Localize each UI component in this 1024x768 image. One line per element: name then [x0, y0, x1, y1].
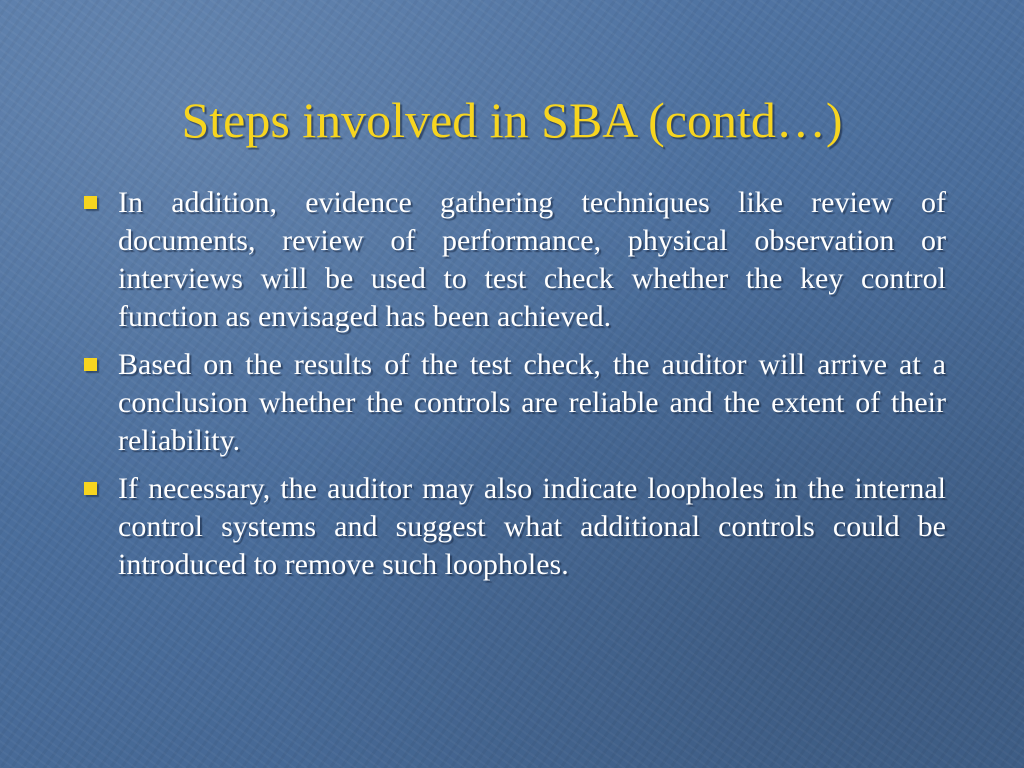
slide-title: Steps involved in SBA (contd…) — [181, 92, 843, 148]
bullet-item — [80, 346, 946, 460]
square-bullet-icon — [84, 482, 97, 495]
bullet-text: Based on the results of the test check, the auditor will arrive at a conclusion whether the controls are reliable and the extent of their reliability. — [118, 348, 946, 457]
square-bullet-icon — [84, 358, 97, 371]
bullet-list — [80, 184, 946, 594]
bullet-text: If necessary, the auditor may also indicate loopholes in the internal control systems and suggest what additional controls could be introduced to remove such loopholes. — [118, 472, 946, 581]
square-bullet-icon — [84, 196, 97, 209]
bullet-text: In addition, evidence gathering techniques like review of documents, review of performance, physical observation or interviews will be used to test check whether the key control function as envisaged has been achieved. — [118, 186, 946, 333]
bullet-item — [80, 470, 946, 584]
bullet-item — [80, 184, 946, 336]
